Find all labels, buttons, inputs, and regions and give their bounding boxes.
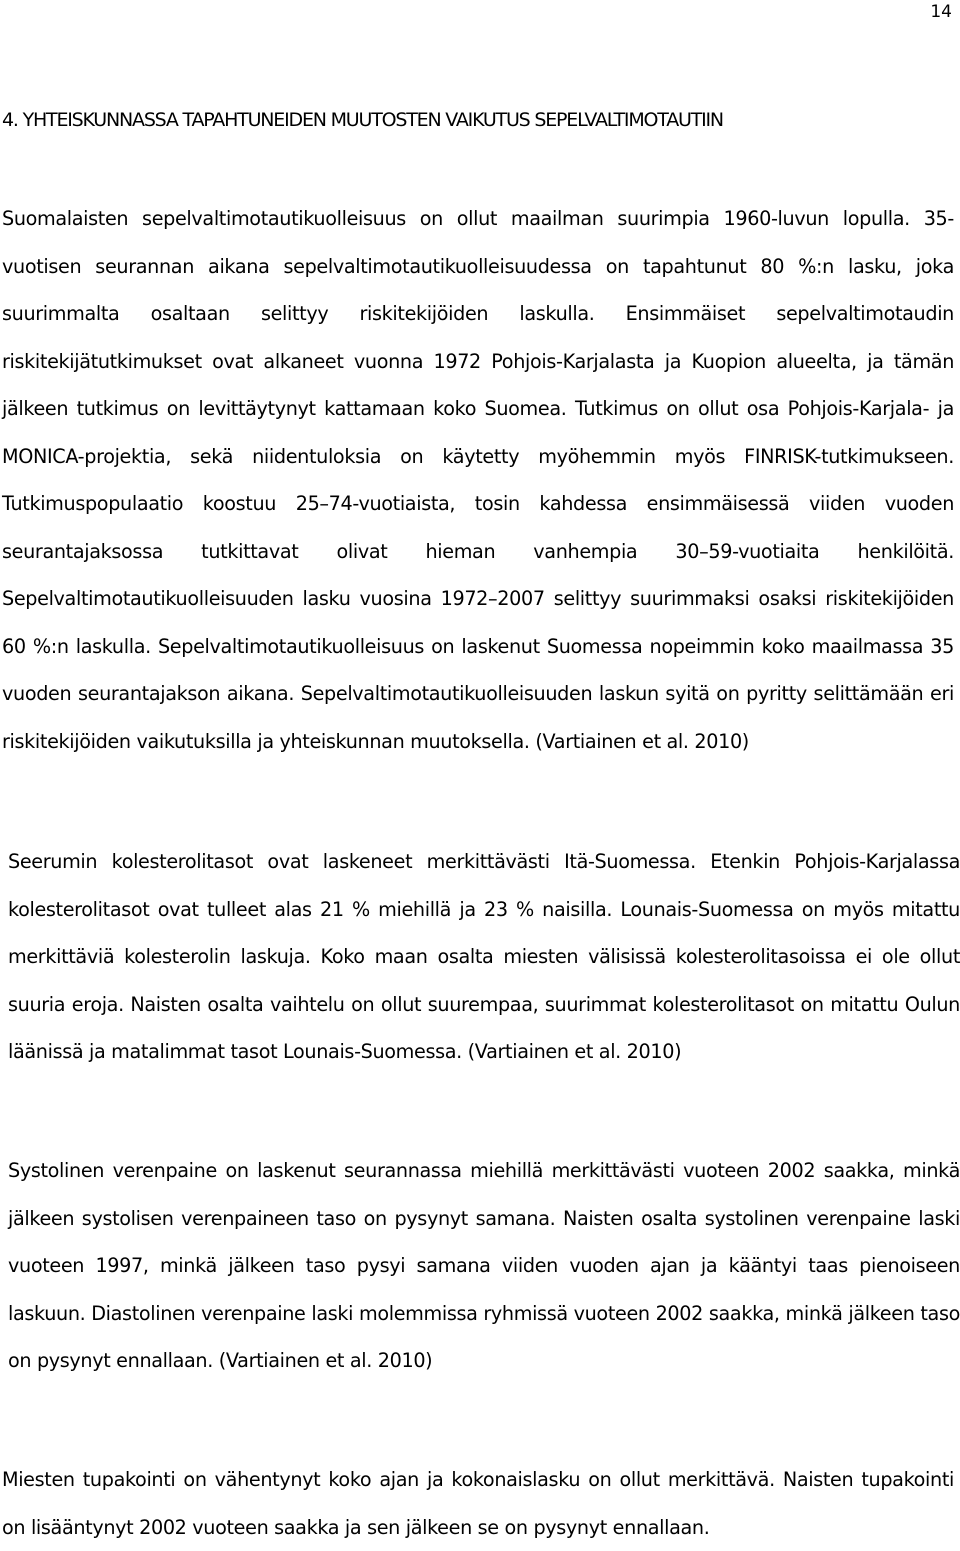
page-number: 14 xyxy=(930,2,952,22)
paragraph-smoking: Miesten tupakointi on vähentynyt koko ajan ja kokonaislasku on ollut merkittävä. Naisten tupakointi on lisääntynyt 2002 vuoteen saakka ja sen jälkeen se on pysynyt ennallaan. xyxy=(2,1468,954,1539)
paragraph-cholesterol: Seerumin kolesterolitasot ovat laskeneet merkittävästi Itä-Suomessa. Etenkin Pohjois-Karjalassa kolesterolitasot ovat tulleet alas 21 % miehillä ja 23 % naisilla. Lounais-Suomessa on myös mitattu merkittäviä kolesterolin laskuja. Koko maan osalta miesten välisissä kolesterolitasoissa ei ole ollut suuria eroja. Naisten osalta vaihtelu on ollut suurempaa, suurimmat kolesterolitasot on mitattu Oulun läänissä ja matalimmat tasot Lounais-Suomessa. (Vartiainen et al. 2010) xyxy=(8,850,960,1063)
paragraph-mortality: Suomalaisten sepelvaltimotautikuolleisuus on ollut maailman suurimpia 1960-luvun lopulla. 35-vuotisen seurannan aikana sepelvaltimotautikuolleisuudessa on tapahtunut 80 %:n lasku, joka suurimmalta osaltaan selittyy riskitekijöiden laskulla. Ensimmäiset sepelvaltimotaudin riskitekijätutkimukset ovat alkaneet vuonna 1972 Pohjois-Karjalasta ja Kuopion alueelta, ja tämän jälkeen tutkimus on levittäytynyt kattamaan koko Suomea. Tutkimus on ollut osa Pohjois-Karjala- ja MONICA-projektia, sekä niidentuloksia on käytetty myöhemmin myös FINRISK-tutkimukseen. Tutkimuspopulaatio koostuu 25–74-vuotiaista, tosin kahdessa ensimmäisessä viiden vuoden seurantajaksossa tutkittavat olivat hieman vanhempia 30–59-vuotiaita henkilöitä. Sepelvaltimotautikuolleisuuden lasku vuosina 1972–2007 selittyy suurimmaksi osaksi riskitekijöiden 60 %:n laskulla. Sepelvaltimotautikuolleisuus on laskenut Suomessa nopeimmin koko maailmassa 35 vuoden seurantajakson aikana. Sepelvaltimotautikuolleisuuden laskun syitä on pyritty selittämään eri riskitekijöiden vaikutuksilla ja yhteiskunnan muutoksella. (Vartiainen et al. 2010) xyxy=(2,207,954,753)
section-heading: 4. YHTEISKUNNASSA TAPAHTUNEIDEN MUUTOSTEN VAIKUTUS SEPELVALTIMOTAUTIIN xyxy=(2,109,723,131)
paragraph-blood-pressure: Systolinen verenpaine on laskenut seurannassa miehillä merkittävästi vuoteen 2002 saakka, minkä jälkeen systolisen verenpaineen taso on pysynyt samana. Naisten osalta systolinen verenpaine laski vuoteen 1997, minkä jälkeen taso pysyi samana viiden vuoden ajan ja kääntyi taas pienoiseen laskuun. Diastolinen verenpaine laski molemmissa ryhmissä vuoteen 2002 saakka, minkä jälkeen taso on pysynyt ennallaan. (Vartiainen et al. 2010) xyxy=(8,1159,960,1372)
